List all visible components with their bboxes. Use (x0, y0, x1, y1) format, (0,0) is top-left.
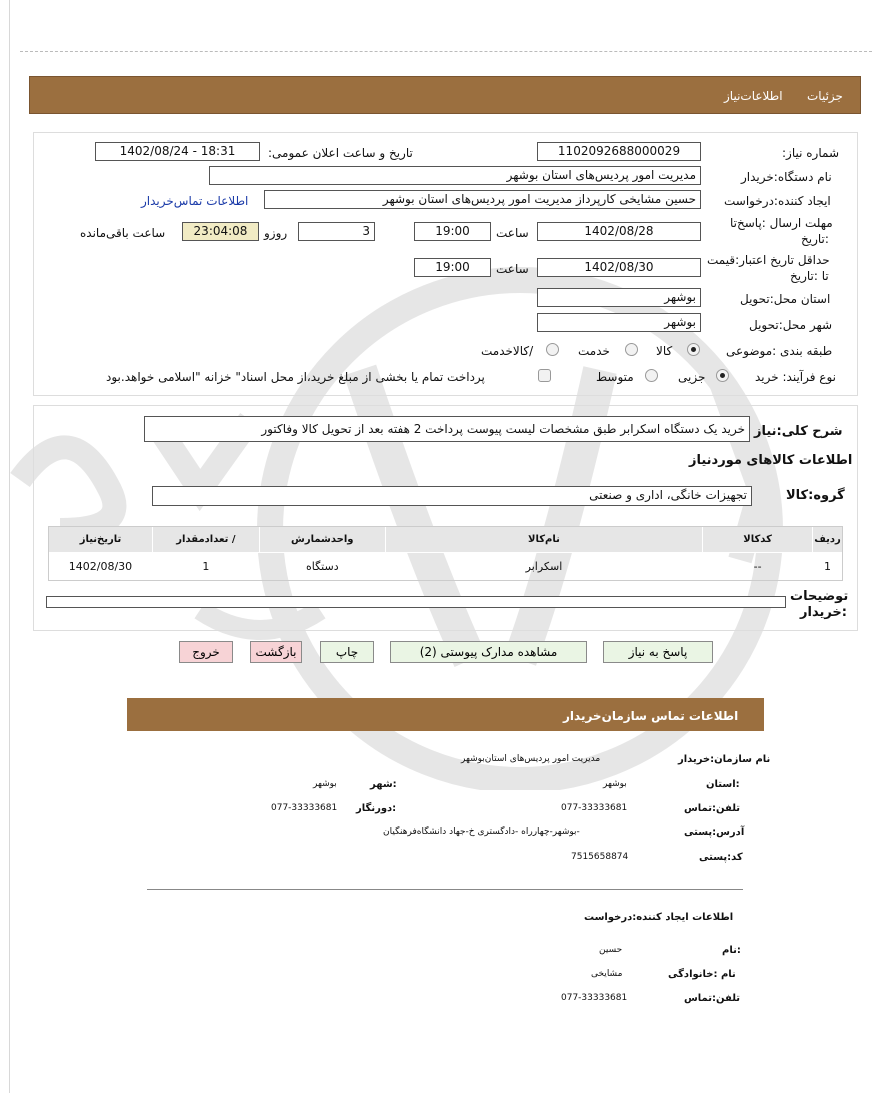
radio-medium-label: متوسط (596, 370, 634, 384)
postal-value: 7515658874 (571, 852, 629, 862)
validity-date-field: 1402/08/30 (537, 258, 701, 277)
goods-table (48, 526, 843, 581)
goods-info-title: اطلاعات کالاهای موردنیاز (689, 453, 853, 468)
desc-label: شرح کلی:نیاز (754, 424, 843, 439)
col-code: کدکالا (703, 527, 813, 553)
validity-time-field: 19:00 (414, 258, 491, 277)
deadline-time-field: 19:00 (414, 222, 491, 241)
category-label: طبقه بندی :موضوعی (726, 344, 833, 358)
contact-divider (147, 889, 743, 890)
contact-phone-label: تلفن:تماس (684, 803, 741, 814)
cell-date: 1402/08/30 (68, 560, 133, 573)
contact-city-value: بوشهر (313, 779, 337, 789)
cell-unit: دستگاه (305, 560, 339, 573)
group-field: تجهیزات خانگی، اداری و صنعتی (152, 486, 752, 506)
province-label: استان محل:تحویل (740, 292, 831, 306)
creator-title: اطلاعات ایجاد کننده:درخواست (584, 912, 734, 923)
creator-phone-value: 077-33333681 (561, 993, 628, 1003)
requester-label: ایجاد کننده:درخواست (724, 194, 831, 208)
contact-title: اطلاعات تماس سازمان‌خریدار (563, 709, 739, 723)
contact-province-value: بوشهر (603, 779, 627, 789)
radio-partial[interactable] (716, 369, 729, 382)
buyer-org-field: مدیریت امور پردیس‌های استان بوشهر (209, 166, 701, 185)
treasury-note: پرداخت تمام یا بخشی از مبلغ خرید،از محل اسناد" خزانه "اسلامی خواهد.بود (106, 370, 485, 384)
col-qty: / تعدادمقدار (152, 527, 259, 553)
validity-time-label: ساعت (496, 262, 529, 276)
back-button[interactable]: بازگشت (250, 641, 302, 663)
need-number-field: 1102092688000029 (537, 142, 701, 161)
need-number-label: شماره نیاز: (782, 146, 839, 160)
buyer-notes-label-2: :خریدار (800, 605, 847, 620)
buyer-contact-link[interactable]: اطلاعات تماس‌خریدار (141, 194, 249, 208)
group-label: گروه:کالا (786, 488, 845, 503)
contact-phone-value: 077-33333681 (561, 803, 628, 813)
col-name: نام‌کالا (385, 527, 702, 553)
announce-label: تاریخ و ساعت اعلان عمومی: (268, 146, 413, 160)
left-border (9, 0, 10, 1093)
last-name-label: نام :خانوادگی (668, 969, 736, 980)
top-divider (20, 51, 872, 52)
process-label: نوع فرآیند: خرید (755, 370, 836, 384)
attachments-button[interactable]: مشاهده مدارک پیوستی (2) (390, 641, 587, 663)
radio-goods-label: کالا (656, 344, 673, 358)
buyer-notes-field (46, 596, 786, 608)
validity-label-2: تا :تاریخ (790, 269, 829, 283)
last-name-value: مشایخی (591, 969, 623, 979)
desc-field: خرید یک دستگاه اسکرابر طبق مشخصات لیست پیوست پرداخت 2 هفته بعد از تحویل کالا وفاکتور (144, 416, 750, 442)
org-name-label: نام سازمان:خریدار (678, 754, 771, 765)
org-name-value: مدیریت امور پردیس‌های استان‌بوشهر (461, 754, 601, 764)
col-date: تاریخ‌نیاز (49, 527, 153, 553)
reply-button[interactable]: پاسخ به نیاز (603, 641, 713, 663)
radio-service-label: خدمت (578, 344, 610, 358)
province-field: بوشهر (537, 288, 701, 307)
postal-label: کد:پستی (699, 852, 743, 863)
tab-need-info[interactable]: اطلاعات‌نیاز (724, 89, 783, 103)
treasury-checkbox[interactable] (538, 369, 551, 382)
first-name-label: :نام (722, 945, 741, 956)
deadline-label-2: :تاریخ (801, 232, 829, 246)
days-label: روزو (264, 226, 288, 240)
exit-button[interactable]: خروج (179, 641, 233, 663)
radio-goods[interactable] (687, 343, 700, 356)
radio-goods-service-label: /کالاخدمت (481, 344, 534, 358)
radio-service[interactable] (625, 343, 638, 356)
creator-phone-label: تلفن:تماس (684, 993, 741, 1004)
radio-goods-service[interactable] (546, 343, 559, 356)
radio-partial-label: جزیی (678, 370, 706, 384)
requester-field: حسین مشایخی کارپرداز مدیریت امور پردیس‌های استان بوشهر (264, 190, 701, 209)
col-row: ردیف (813, 527, 843, 553)
tab-details[interactable]: جزئیات (807, 89, 843, 103)
deadline-date-field: 1402/08/28 (537, 222, 701, 241)
remaining-timer: 23:04:08 (182, 222, 259, 241)
announce-field: 1402/08/24 - 18:31 (95, 142, 260, 161)
city-label: شهر محل:تحویل (749, 318, 833, 332)
contact-city-label: :شهر (370, 779, 397, 790)
contact-fax-value: 077-33333681 (271, 803, 338, 813)
deadline-label: مهلت ارسال :پاسخ‌تا (730, 216, 833, 230)
cell-name: اسکرابر (525, 560, 563, 573)
deadline-time-label: ساعت (496, 226, 529, 240)
validity-label: حداقل تاریخ اعتبار:قیمت (707, 253, 830, 267)
col-unit: واحدشمارش (259, 527, 385, 553)
days-field: 3 (298, 222, 375, 241)
city-field: بوشهر (537, 313, 701, 332)
radio-medium[interactable] (645, 369, 658, 382)
cell-code: -- (753, 560, 762, 573)
remaining-label: ساعت باقی‌مانده (80, 226, 166, 240)
address-value: -بوشهر-چهارراه -دادگستری خ-جهاد دانشگاه‌فرهنگیان (383, 827, 580, 837)
cell-row: 1 (824, 560, 831, 573)
buyer-org-label: نام دستگاه:خریدار (741, 170, 832, 184)
contact-fax-label: :دورنگار (356, 803, 397, 814)
first-name-value: حسین (599, 945, 623, 955)
address-label: آدرس:پستی (684, 827, 745, 838)
print-button[interactable]: چاپ (320, 641, 374, 663)
cell-qty: 1 (202, 560, 210, 573)
table-row (49, 553, 843, 581)
contact-province-label: :استان (706, 779, 740, 790)
buyer-notes-label: توضیحات (790, 589, 849, 604)
